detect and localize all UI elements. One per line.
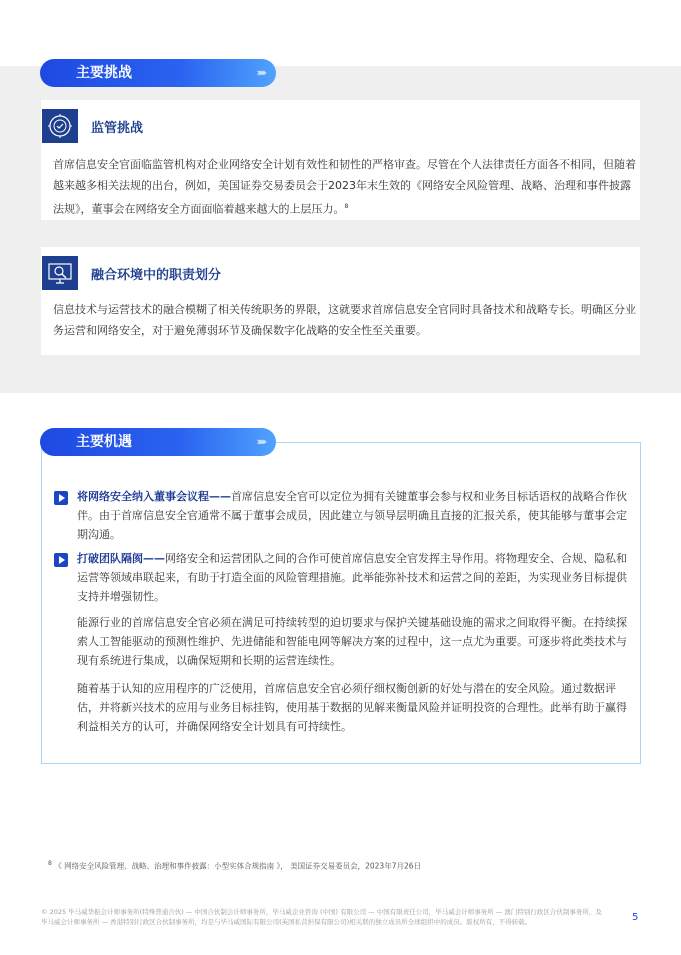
body-paragraph: 随着基于认知的应用程序的广泛使用，首席信息安全官必须仔细权衡创新的好处与潜在的安全风险。通过数据评估，并将新兴技术的应用与业务目标挂钩，使用基于数据的见解来衡量风险并证明投资的合理性。此举有助于赢得利益相关方的认可，并确保网络安全计划具有可持续性。 [77,682,627,733]
challenge-card-roles [41,247,640,355]
card-body: 首席信息安全官面临监管机构对企业网络安全计划有效性和韧性的严格审查。尽管在个人法律责任方面各不相同，但随着越来越多相关法规的出台，例如，美国证券交易委员会于2023年末生效的《网络安全风险管理、战略、治理和事件披露法规》，董事会在网络安全方面面临着越来越大的上层压力。$^8$ [53,158,636,216]
opportunity-lead: 将网络安全纳入董事会议程—— [77,490,231,503]
footnote-ref: 8 [344,203,349,210]
opportunity-text: 网络安全和运营团队之间的合作可使首席信息安全官发挥主导作用。将物理安全、合规、隐私和运营等领域串联起来，有助于打造全面的风险管理措施。此举能弥补技术和运营之间的差距，为实现业务目标提供支持并增强韧性。 [77,552,627,603]
play-bullet-icon [54,553,68,567]
footnote-text: 《 网络安全风险管理、战略、治理和事件披露：小型实体合规指南 》， 美国证券交易委员会，2023年7月26日 [54,861,422,871]
section-heading-text: 主要机遇 [76,434,132,450]
section-heading-text: 主要挑战 [76,65,132,81]
card-body: 信息技术与运营技术的融合模糊了相关传统职务的界限，这就要求首席信息安全官同时具备技术和战略专长。明确区分业务运营和网络安全，对于避免薄弱环节及确保数字化战略的安全性至关重要。 [53,303,636,337]
card-title: 融合环境中的职责划分 [91,268,222,283]
section-heading-challenges [40,59,276,87]
regulation-seal-icon [42,109,78,143]
page-number: 5 [632,912,639,923]
footnote [48,860,421,872]
opportunity-text: 首席信息安全官可以定位为拥有关键董事会参与权和业务目标话语权的战略合作伙伴。由于首席信息安全官通常不属于董事会成员，因此建立与领导层明确且直接的汇报关系，使其能够与董事会定期沟通。 [77,490,627,541]
body-paragraph: 能源行业的首席信息安全官必须在满足可持续转型的迫切要求与保护关键基础设施的需求之间取得平衡。在持续探索人工智能驱动的预测性维护、先进储能和智能电网等解决方案的过程中，这一点尤为重要。可逐步将此类技术与现有系统进行集成，以确保短期和长期的运营连续性。 [77,616,627,667]
chevrons-icon: ››››› [256,66,264,79]
monitor-magnifier-icon [42,256,78,290]
challenge-card-regulation [41,100,640,220]
opportunity-item [77,487,627,544]
opportunity-lead: 打破团队隔阂—— [77,552,165,565]
opportunity-item [77,549,627,606]
legal-notice: © 2025 毕马威华振会计师事务所(特殊普通合伙) — 中国合伙制会计师事务所，毕马威企业咨询 (中国) 有限公司 — 中国有限责任公司，毕马威会计师事务所 — 澳门特别行政区合伙制事务所，及毕马威会计师事务所 — 香港特别行政区合伙制事务所，均是与毕马威国际有限公司(英国私营担保有限公司)相关联的独立成员所全球组织中的成员。版权所有，不得转载。 [41,908,602,926]
footnote-number: 8 [48,860,52,867]
play-bullet-icon [54,491,68,505]
card-title: 监管挑战 [91,121,144,136]
chevrons-icon: ››››› [256,435,264,448]
section-heading-opportunities [40,428,276,456]
